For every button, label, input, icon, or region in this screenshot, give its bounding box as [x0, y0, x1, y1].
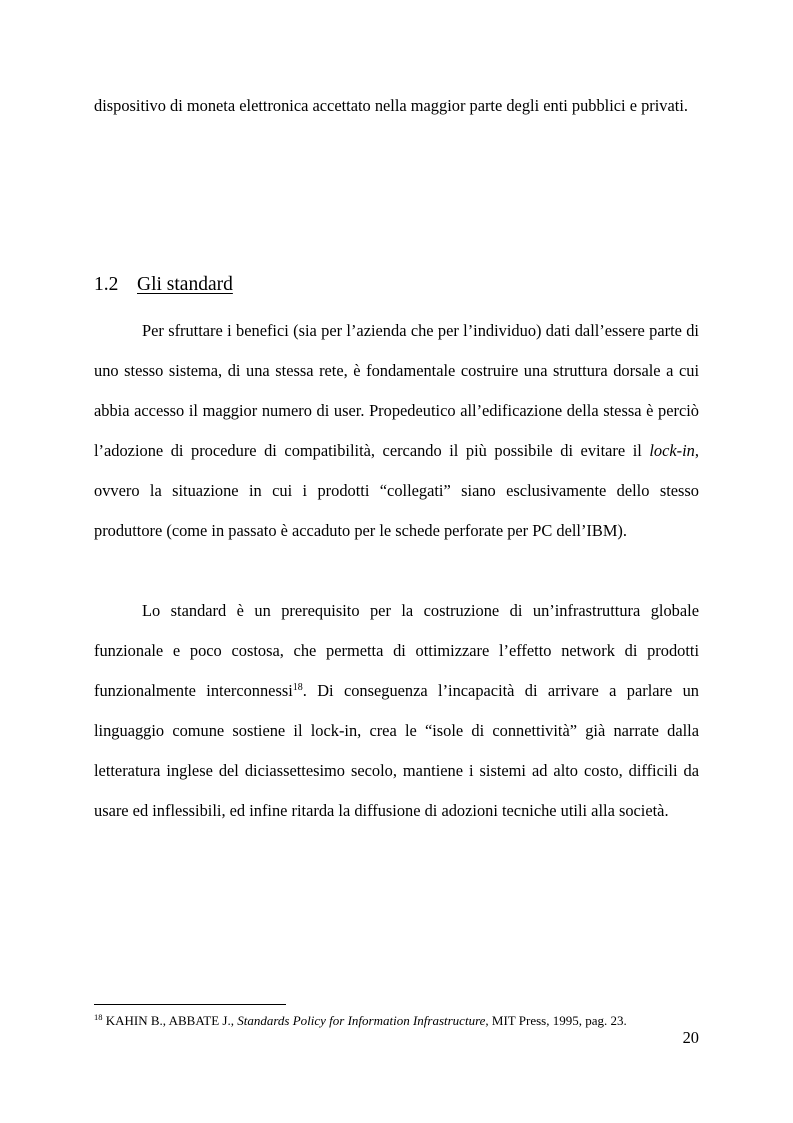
paragraph-1-text-b: , ovvero la situazione in cui i prodotti “collegati” siano esclusivamente dello stesso produttore (come in passato è accaduto per le schede perforate per PC dell’IBM).	[94, 441, 699, 540]
page-number: 20	[682, 1028, 699, 1047]
paragraph-standards-intro	[94, 311, 699, 551]
paragraph-2-text-a: Lo standard è un prerequisito per la costruzione di un’infrastruttura globale funzionale e poco costosa, che permetta di ottimizzare l’effetto network di prodotti funzionalmente interconnessi	[94, 601, 699, 700]
paragraph-continuation-text: dispositivo di moneta elettronica accettato nella maggior parte degli enti pubblici e privati.	[94, 96, 688, 115]
footnote-book-title: Standards Policy for Information Infrastructure	[237, 1013, 486, 1028]
footnote-details: , MIT Press, 1995, pag. 23.	[485, 1013, 627, 1028]
footnote-authors: KAHIN B., ABBATE J.,	[102, 1013, 238, 1028]
footnote-divider	[94, 1004, 286, 1005]
paragraph-continuation	[94, 86, 699, 126]
paragraph-1-text-a: Per sfruttare i benefici (sia per l’azienda che per l’individuo) dati dall’essere parte di uno stesso sistema, di una stessa rete, è fondamentale costruire una struttura dorsale a cui abbia accesso il maggior numero di user. Propedeutico all’edificazione della stessa è perciò l’adozione di procedure di compatibilità, cercando il più possibile di evitare il	[94, 321, 699, 460]
section-number: 1.2	[94, 274, 119, 295]
section-heading	[94, 269, 233, 301]
paragraph-1-italic-term: lock-in	[649, 441, 695, 460]
footnote	[94, 1012, 699, 1030]
paragraph-2-text-b: . Di conseguenza l’incapacità di arrivare a parlare un linguaggio comune sostiene il lock-in, crea le “isole di connettività” già narrate dalla letteratura inglese del diciassettesimo secolo, mantiene i sistemi ad alto costo, difficili da usare ed inflessibili, ed infine ritarda la diffusione di adozioni tecniche utili alla società.	[94, 681, 700, 820]
paragraph-standards-prerequisite	[94, 591, 699, 831]
footnote-marker: 18	[94, 1012, 103, 1022]
footnote-reference[interactable]: 18	[292, 682, 303, 693]
section-title: Gli standard	[137, 274, 233, 295]
